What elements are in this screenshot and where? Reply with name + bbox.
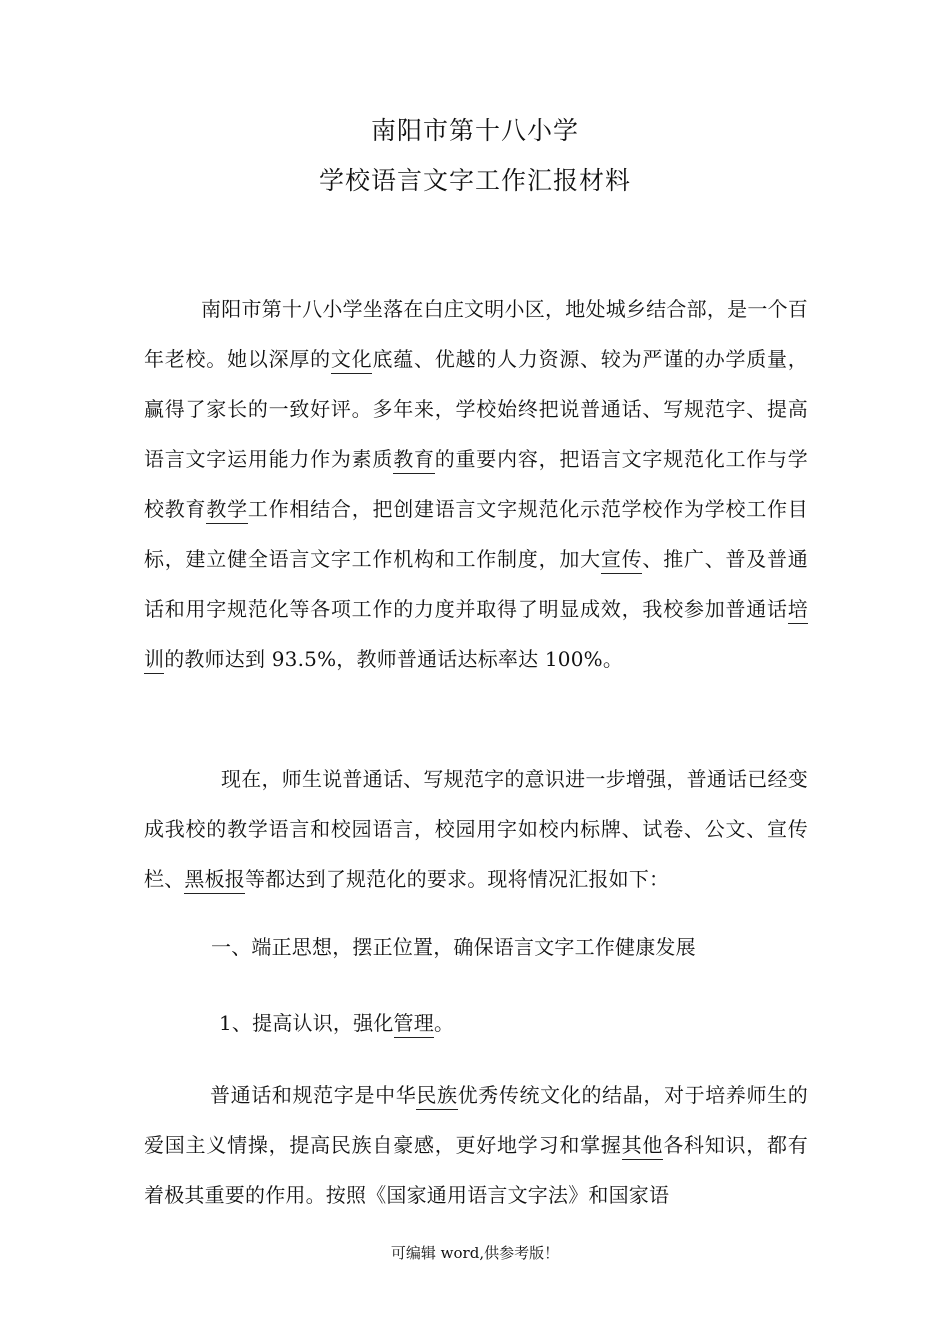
text-run: 1、提高认识，强化 xyxy=(219,1011,394,1035)
underlined-link-peixun[interactable]: 培训 xyxy=(144,597,808,674)
text-run: 底蕴、优越的人力资源、较为严谨的办学质量，赢得了家长的一致好评。多年来，学校始终把说普通话、写规范字、提高语言文字运用能力作为素质 xyxy=(144,347,808,471)
text-run: 等都达到了规范化的要求。现将情况汇报如下： xyxy=(245,867,670,891)
underlined-link-wenhua[interactable]: 文化 xyxy=(331,347,373,374)
paragraph-current-status xyxy=(144,754,808,904)
underlined-link-minzu[interactable]: 民族 xyxy=(416,1083,457,1110)
text-run: 。 xyxy=(433,1011,455,1035)
text-run: 、推广、普及普通话和用字规范化等各项工作的力度并取得了明显成效，我校参加普通话 xyxy=(144,547,808,621)
text-run: 工作相结合，把创建语言文字规范化示范学校作为学校工作目标，建立健全语言文字工作机构和工作制度，加大 xyxy=(144,497,809,571)
paragraph-intro xyxy=(144,284,808,684)
section-heading-1: 一、端正思想，摆正位置，确保语言文字工作健康发展 xyxy=(211,935,696,959)
underlined-link-qita[interactable]: 其他 xyxy=(622,1133,664,1160)
text-run: 各科知识，都有着极其重要的作用。按照《国家通用语言文字法》和国家语 xyxy=(144,1133,809,1207)
underlined-link-xuanchuan[interactable]: 宣传 xyxy=(601,547,643,574)
paragraph-importance xyxy=(144,1070,808,1220)
text-run: 优秀传统文化的结晶，对于培养师生的爱国主义情操，提高民族自豪感，更好地学习和掌握 xyxy=(144,1083,809,1157)
text-run: 现在，师生说普通话、写规范字的意识进一步增强，普通话已经变成我校的教学语言和校园语言，校园用字如校内标牌、试卷、公文、宣传栏、 xyxy=(144,767,808,891)
text-run: 的教师达到 93.5%，教师普通话达标率达 100%。 xyxy=(164,647,624,671)
title-line-2: 学校语言文字工作汇报材料 xyxy=(318,166,631,195)
page-footer: 可编辑 word,供参考版！ xyxy=(390,1244,560,1262)
title-line-1: 南阳市第十八小学 xyxy=(370,116,579,145)
underlined-link-jiaoyu[interactable]: 教育 xyxy=(393,447,435,474)
underlined-link-guanli[interactable]: 管理 xyxy=(394,1011,434,1038)
subsection-heading-1 xyxy=(219,998,454,1048)
text-run: 南阳市第十八小学坐落在白庄文明小区，地处城乡结合部，是一个百年老校。她以深厚的 xyxy=(144,297,808,371)
text-run: 普通话和规范字是中华 xyxy=(210,1083,417,1107)
underlined-link-heibanbao[interactable]: 黑板报 xyxy=(184,867,245,894)
underlined-link-jiaoxue[interactable]: 教学 xyxy=(206,497,248,524)
text-run: 的重要内容，把语言文字规范化工作与学校教育 xyxy=(144,447,809,521)
